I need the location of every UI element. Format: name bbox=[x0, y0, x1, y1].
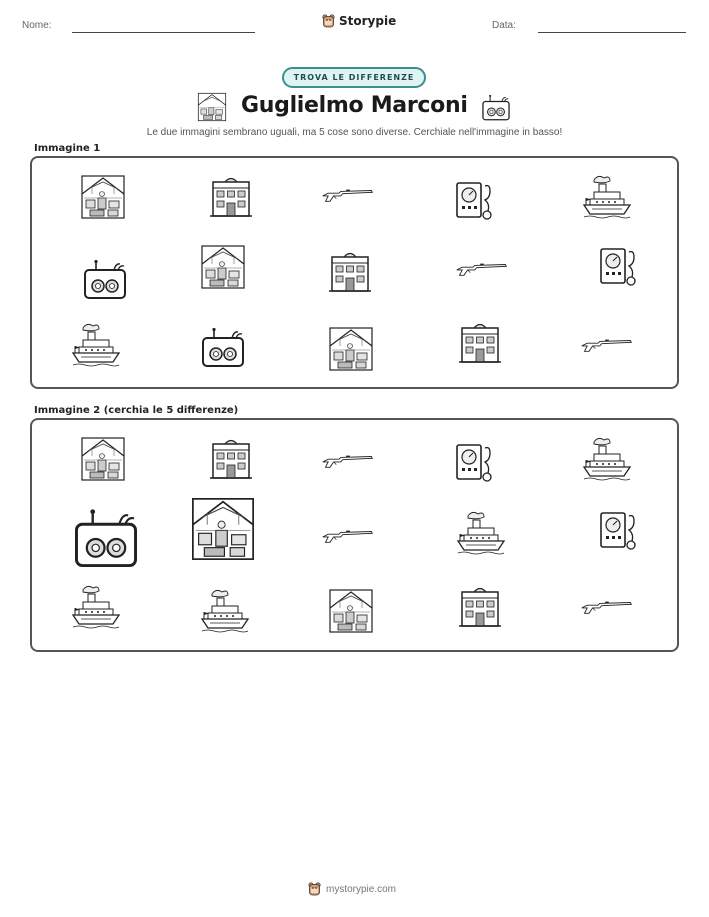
ship-icon bbox=[71, 322, 121, 368]
rifle-icon[interactable] bbox=[580, 596, 634, 618]
radio-icon bbox=[82, 259, 128, 301]
bear-mascot-icon bbox=[308, 882, 321, 896]
measuring-device-icon[interactable] bbox=[452, 440, 498, 486]
name-line[interactable] bbox=[72, 32, 255, 33]
activity-badge: TROVA LE DIFFERENZE bbox=[282, 67, 426, 88]
radio-icon bbox=[200, 326, 246, 370]
instructions: Le due immagini sembrano uguali, ma 5 cose sono diverse. Cerchiale nell'immagine in basso! bbox=[146, 127, 563, 138]
footer bbox=[308, 882, 396, 896]
building-icon[interactable] bbox=[208, 436, 254, 482]
date-label: Data: bbox=[492, 20, 516, 31]
rifle-icon bbox=[321, 184, 375, 206]
name-label: Nome: bbox=[22, 20, 52, 31]
date-line[interactable] bbox=[538, 32, 686, 33]
rifle-icon[interactable] bbox=[321, 525, 375, 547]
image1-label: Immagine 1 bbox=[34, 143, 101, 154]
footer-site[interactable]: mystorypie.com bbox=[326, 883, 397, 895]
ship-icon[interactable] bbox=[456, 510, 506, 556]
building-icon bbox=[457, 320, 503, 366]
building-icon bbox=[208, 174, 254, 220]
building-icon bbox=[327, 249, 373, 295]
rifle-icon[interactable] bbox=[321, 450, 375, 472]
attic-icon[interactable] bbox=[328, 588, 374, 634]
bear-mascot-icon bbox=[322, 14, 335, 28]
attic-icon bbox=[80, 174, 126, 220]
image2-label: Immagine 2 (cerchia le 5 differenze) bbox=[34, 405, 239, 416]
brand-logo bbox=[322, 14, 396, 28]
brand-name: Storypie bbox=[339, 14, 397, 28]
ship-icon bbox=[582, 174, 632, 220]
rifle-icon bbox=[455, 258, 509, 280]
page-title: Guglielmo Marconi bbox=[241, 93, 468, 118]
attic-icon bbox=[197, 92, 227, 122]
attic-icon bbox=[200, 244, 246, 290]
attic-icon[interactable] bbox=[190, 496, 256, 562]
radio-icon bbox=[481, 94, 511, 122]
measuring-device-icon[interactable] bbox=[596, 508, 642, 554]
ship-icon[interactable] bbox=[582, 436, 632, 482]
building-icon[interactable] bbox=[457, 584, 503, 630]
measuring-device-icon bbox=[596, 244, 642, 290]
ship-icon[interactable] bbox=[200, 588, 250, 634]
measuring-device-icon bbox=[452, 178, 498, 224]
radio-icon[interactable] bbox=[72, 508, 140, 570]
rifle-icon bbox=[580, 334, 634, 356]
attic-icon bbox=[328, 326, 374, 372]
attic-icon[interactable] bbox=[80, 436, 126, 482]
ship-icon[interactable] bbox=[71, 584, 121, 630]
